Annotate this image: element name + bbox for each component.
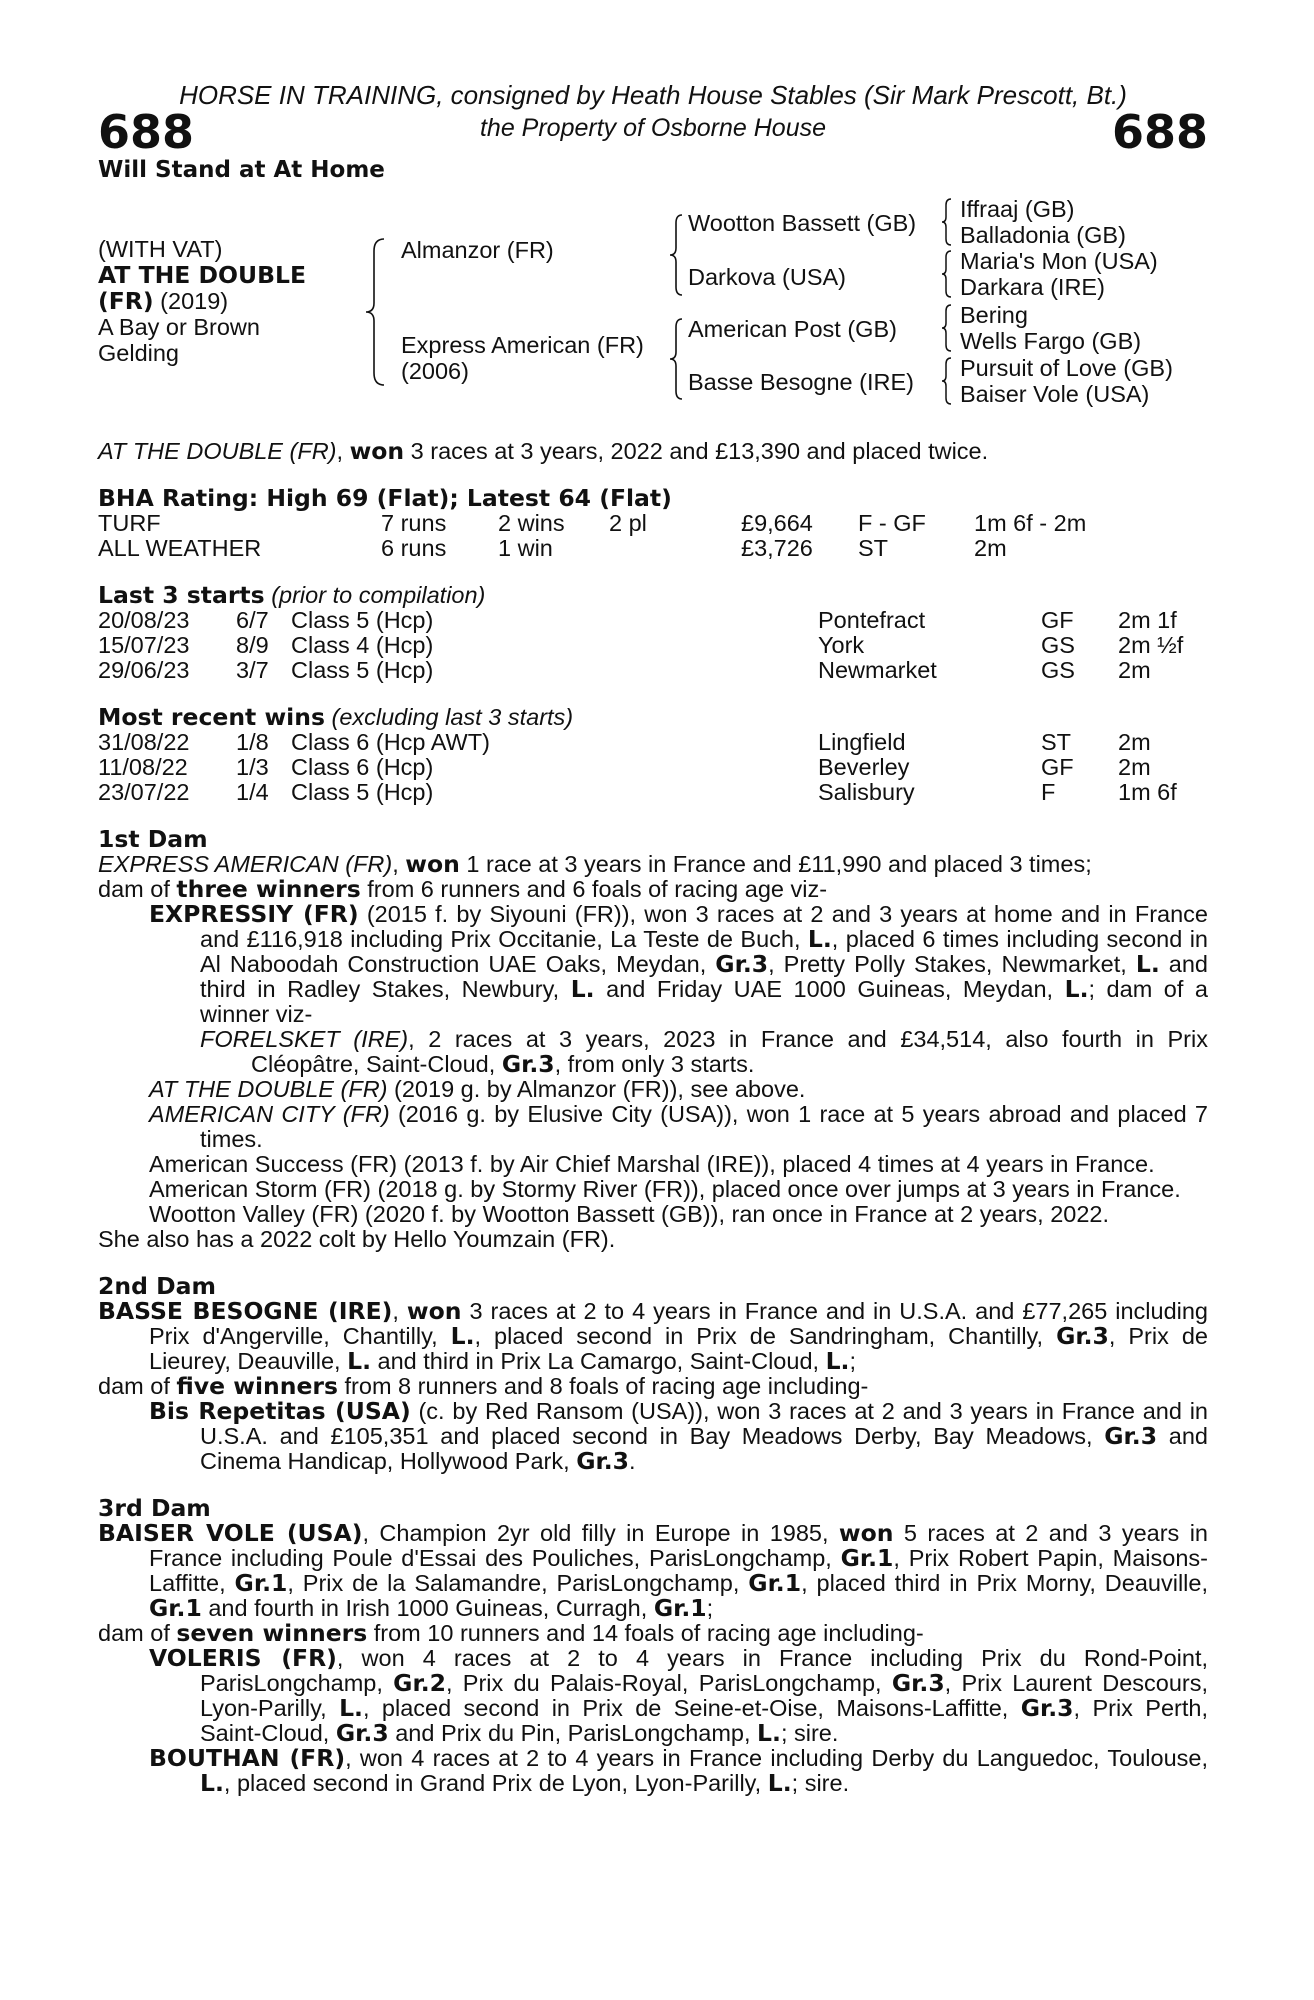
rating-prize: £9,664 bbox=[741, 510, 813, 536]
second-dam-p2: dam of five winners from 8 runners and 8 foals of racing age including- bbox=[98, 1372, 869, 1400]
second-dam-section bbox=[98, 1274, 1208, 1474]
recent-win-going: GF bbox=[1041, 754, 1074, 780]
first-dam-p9: Wootton Valley (FR) (2020 f. by Wootton Bassett (GB)), ran once in France at 2 years, 2022. bbox=[149, 1201, 1110, 1227]
first-dam-p10: She also has a 2022 colt by Hello Youmzain (FR). bbox=[98, 1226, 616, 1252]
recent-win-row bbox=[98, 780, 1208, 805]
last-start-pos: 6/7 bbox=[236, 607, 269, 633]
ped-dss: Bering bbox=[960, 302, 1028, 328]
last-start-date: 20/08/23 bbox=[98, 607, 190, 633]
lot-header bbox=[98, 105, 1208, 159]
last-start-course: York bbox=[818, 632, 865, 658]
catalogue-page bbox=[98, 80, 1208, 1796]
third-dam-p1: BAISER VOLE (USA), Champion 2yr old filly in Europe in 1985, won 5 races at 2 and 3 years in France including Poule d'Essai des Pouliches, ParisLongchamp, Gr.1, Prix Robert Papin, Maisons-Laffitte, Gr.1, Prix de la Salamandre, ParisLongchamp, Gr.1, placed third in Prix Morny, Deauville, Gr.1 and fourth in Irish 1000 Guineas, Curragh, Gr.1; bbox=[98, 1519, 1209, 1622]
dam-year: (2006) bbox=[401, 358, 469, 384]
rating-wins: 2 wins bbox=[498, 510, 565, 536]
first-dam-p3: EXPRESSIY (FR) (2015 f. by Siyouni (FR)), won 3 races at 2 and 3 years at home and in France and £116,918 including Prix Occitanie, La Teste de Buch, L., placed 6 times including second in Al Naboodah Construction UAE Oaks, Meydan, Gr.3, Pretty Polly Stakes, Newmarket, L. and third in Radley Stakes, Newbury, L. and Friday UAE 1000 Guineas, Meydan, L.; dam of a winner viz- bbox=[149, 900, 1209, 1027]
second-dam-heading: 2nd Dam bbox=[98, 1272, 216, 1300]
recent-wins-heading-line: Most recent wins (excluding last 3 starts) bbox=[98, 703, 574, 731]
lot-number-right: 688 bbox=[1111, 105, 1208, 159]
third-dam-section bbox=[98, 1496, 1208, 1796]
recent-win-date: 31/08/22 bbox=[98, 729, 190, 755]
rating-going: ST bbox=[858, 535, 889, 561]
sire: Almanzor (FR) bbox=[401, 237, 554, 263]
sire-sire: Wootton Bassett (GB) bbox=[688, 210, 917, 236]
recent-win-course: Lingfield bbox=[818, 729, 906, 755]
pedigree-table bbox=[98, 197, 1208, 417]
recent-win-pos: 1/4 bbox=[236, 779, 269, 805]
rating-wins: 1 win bbox=[498, 535, 553, 561]
dam-sire: American Post (GB) bbox=[688, 316, 897, 342]
brace-ds bbox=[940, 303, 954, 353]
dam-dam: Basse Besogne (IRE) bbox=[688, 369, 914, 395]
last-start-dist: 2m bbox=[1118, 657, 1151, 683]
rating-runs: 6 runs bbox=[381, 535, 447, 561]
ped-ssd: Balladonia (GB) bbox=[960, 222, 1126, 248]
vat-note: (WITH VAT) bbox=[98, 236, 223, 262]
last-start-row bbox=[98, 608, 1208, 633]
first-dam-section bbox=[98, 827, 1208, 1252]
last-start-dist: 2m 1f bbox=[1118, 607, 1177, 633]
recent-win-date: 23/07/22 bbox=[98, 779, 190, 805]
lot-number-left: 688 bbox=[98, 105, 195, 159]
first-dam-p5: AT THE DOUBLE (FR) (2019 g. by Almanzor (FR)), see above. bbox=[149, 1076, 806, 1102]
second-dam-p3: Bis Repetitas (USA) (c. by Red Ransom (USA)), won 3 races at 2 and 3 years in France and in U.S.A. and £105,351 and placed second in Bay Meadows Derby, Bay Meadows, Gr.3 and Cinema Handicap, Hollywood Park, Gr.3. bbox=[149, 1397, 1208, 1475]
rating-dist: 1m 6f - 2m bbox=[974, 510, 1087, 536]
first-dam-p8: American Storm (FR) (2018 g. by Stormy River (FR)), placed once over jumps at 3 years in France. bbox=[149, 1176, 1181, 1202]
horse-name: AT THE DOUBLE bbox=[98, 261, 307, 289]
ped-sdd: Darkara (IRE) bbox=[960, 274, 1105, 300]
recent-win-course: Beverley bbox=[818, 754, 910, 780]
horse-desc-2: Gelding bbox=[98, 340, 179, 366]
last-start-course: Pontefract bbox=[818, 607, 926, 633]
last-start-dist: 2m ½f bbox=[1118, 632, 1184, 658]
rating-dist: 2m bbox=[974, 535, 1007, 561]
rating-prize: £3,726 bbox=[741, 535, 813, 561]
last-start-date: 15/07/23 bbox=[98, 632, 190, 658]
brace-dd bbox=[940, 356, 954, 406]
recent-win-pos: 1/3 bbox=[236, 754, 269, 780]
horse-desc-1: A Bay or Brown bbox=[98, 314, 260, 340]
last-start-cls: Class 5 (Hcp) bbox=[291, 657, 434, 683]
last-start-pos: 3/7 bbox=[236, 657, 269, 683]
brace-sd bbox=[940, 249, 954, 299]
last-starts-heading-line: Last 3 starts (prior to compilation) bbox=[98, 581, 486, 609]
first-dam-p2: dam of three winners from 6 runners and 6 foals of racing age viz- bbox=[98, 875, 828, 903]
second-dam-p1: BASSE BESOGNE (IRE), won 3 races at 2 to 4 years in France and in U.S.A. and £77,265 including Prix d'Angerville, Chantilly, L., placed second in Prix de Sandringham, Chantilly, Gr.3, Prix de Lieurey, Deauville, L. and third in Prix La Camargo, Saint-Cloud, L.; bbox=[98, 1297, 1208, 1375]
recent-win-pos: 1/8 bbox=[236, 729, 269, 755]
third-dam-p3: VOLERIS (FR), won 4 races at 2 to 4 years in France including Prix du Rond-Point, ParisLongchamp, Gr.2, Prix du Palais-Royal, ParisLongchamp, Gr.3, Prix Laurent Descours, Lyon-Parilly, L., placed second in Prix de Seine-et-Oise, Maisons-Laffitte, Gr.3, Prix Perth, Saint-Cloud, Gr.3 and Prix du Pin, ParisLongchamp, L.; sire. bbox=[149, 1644, 1209, 1747]
recent-win-cls: Class 5 (Hcp) bbox=[291, 779, 434, 805]
consignor-line: HORSE IN TRAINING, consigned by Heath House Stables (Sir Mark Prescott, Bt.) bbox=[179, 80, 1127, 110]
rating-row bbox=[98, 511, 1208, 536]
recent-wins-table bbox=[98, 730, 1208, 805]
property-line: the Property of Osborne House bbox=[479, 114, 827, 142]
third-dam-p4: BOUTHAN (FR), won 4 races at 2 to 4 years in France including Derby du Languedoc, Toulouse, L., placed second in Grand Prix de Lyon, Lyon-Parilly, L.; sire. bbox=[149, 1744, 1208, 1797]
sire-dam: Darkova (USA) bbox=[688, 264, 847, 290]
rating-row bbox=[98, 536, 1208, 561]
sire-brace bbox=[668, 213, 686, 297]
ped-ddd: Baiser Vole (USA) bbox=[960, 381, 1150, 407]
last-start-going: GS bbox=[1041, 632, 1075, 658]
horse-year: (2019) bbox=[160, 288, 229, 314]
rating-surface: TURF bbox=[98, 510, 161, 536]
last-start-course: Newmarket bbox=[818, 657, 937, 683]
last-start-going: GS bbox=[1041, 657, 1075, 683]
recent-win-course: Salisbury bbox=[818, 779, 915, 805]
last-start-row bbox=[98, 633, 1208, 658]
stand-line: Will Stand at At Home bbox=[98, 157, 385, 183]
last-starts-table bbox=[98, 608, 1208, 683]
recent-win-row bbox=[98, 730, 1208, 755]
rating-runs: 7 runs bbox=[381, 510, 447, 536]
recent-win-dist: 2m bbox=[1118, 729, 1151, 755]
ped-dsd: Wells Fargo (GB) bbox=[960, 328, 1142, 354]
pedigree-brace-main bbox=[364, 237, 388, 387]
ped-sds: Maria's Mon (USA) bbox=[960, 248, 1158, 274]
horse-suffix-line bbox=[98, 289, 228, 314]
rating-going: F - GF bbox=[858, 510, 926, 536]
last-starts-section bbox=[98, 583, 1208, 683]
recent-win-row bbox=[98, 755, 1208, 780]
horse-name-line bbox=[98, 263, 306, 288]
last-start-pos: 8/9 bbox=[236, 632, 269, 658]
first-dam-p4: FORELSKET (IRE), 2 races at 3 years, 2023 in France and £34,514, also fourth in Prix Cléopâtre, Saint-Cloud, Gr.3, from only 3 starts. bbox=[200, 1026, 1208, 1078]
last-start-cls: Class 5 (Hcp) bbox=[291, 607, 434, 633]
recent-wins-section bbox=[98, 705, 1208, 805]
summary-line: AT THE DOUBLE (FR), won 3 races at 3 years, 2022 and £13,390 and placed twice. bbox=[98, 437, 989, 465]
ped-dds: Pursuit of Love (GB) bbox=[960, 355, 1173, 381]
ped-sss: Iffraaj (GB) bbox=[960, 196, 1075, 222]
recent-win-going: ST bbox=[1041, 729, 1072, 755]
rating-section bbox=[98, 486, 1208, 561]
horse-suffix: (FR) bbox=[98, 287, 154, 315]
recent-win-date: 11/08/22 bbox=[98, 754, 188, 780]
rating-heading: BHA Rating: High 69 (Flat); Latest 64 (Flat) bbox=[98, 484, 672, 512]
first-dam-p6: AMERICAN CITY (FR) (2016 g. by Elusive City (USA)), won 1 race at 5 years abroad and placed 7 times. bbox=[149, 1101, 1208, 1152]
third-dam-p2: dam of seven winners from 10 runners and 14 foals of racing age including- bbox=[98, 1619, 924, 1647]
rating-table bbox=[98, 511, 1208, 561]
dam: Express American (FR) bbox=[401, 332, 644, 358]
first-dam-p1: EXPRESS AMERICAN (FR), won 1 race at 3 years in France and £11,990 and placed 3 times; bbox=[98, 850, 1092, 878]
recent-win-dist: 2m bbox=[1118, 754, 1151, 780]
recent-win-going: F bbox=[1041, 779, 1056, 805]
dam-brace bbox=[668, 317, 686, 401]
rating-surface: ALL WEATHER bbox=[98, 535, 262, 561]
last-start-cls: Class 4 (Hcp) bbox=[291, 632, 434, 658]
last-start-row bbox=[98, 658, 1208, 683]
first-dam-p7: American Success (FR) (2013 f. by Air Chief Marshal (IRE)), placed 4 times at 4 years in France. bbox=[149, 1151, 1155, 1177]
recent-win-dist: 1m 6f bbox=[1118, 779, 1177, 805]
first-dam-heading: 1st Dam bbox=[98, 825, 208, 853]
rating-pl: 2 pl bbox=[609, 510, 647, 536]
recent-win-cls: Class 6 (Hcp AWT) bbox=[291, 729, 490, 755]
brace-ss bbox=[940, 197, 954, 247]
last-start-going: GF bbox=[1041, 607, 1074, 633]
last-start-date: 29/06/23 bbox=[98, 657, 190, 683]
recent-win-cls: Class 6 (Hcp) bbox=[291, 754, 434, 780]
third-dam-heading: 3rd Dam bbox=[98, 1494, 211, 1522]
